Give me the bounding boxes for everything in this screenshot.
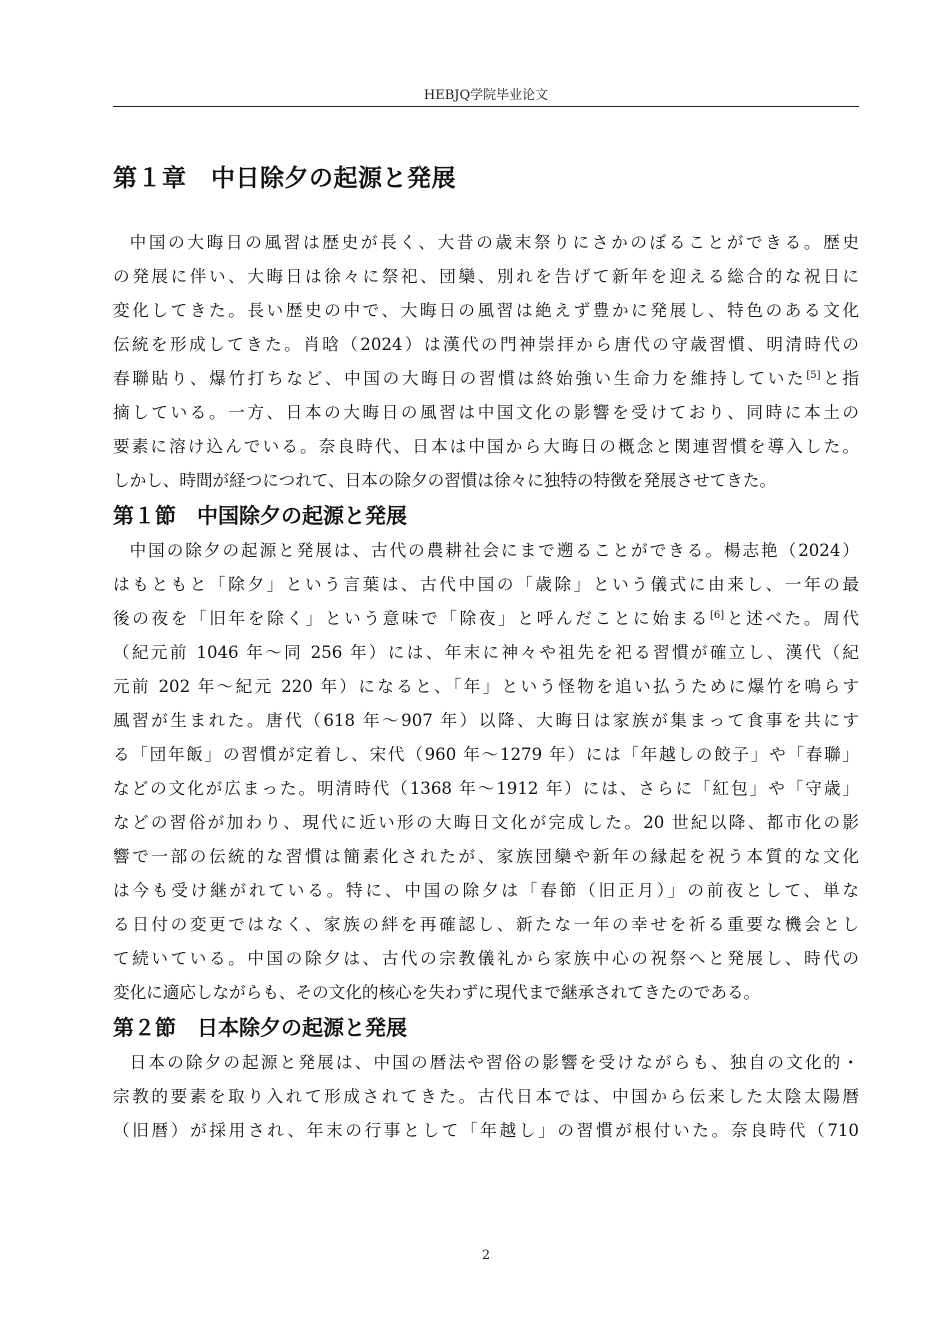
paragraph-line: （旧暦）が採用され、年末の行事として「年越し」の習慣が根付いた。奈良時代（710 bbox=[113, 1121, 859, 1140]
line-text: 春聯貼り、爆竹打ちなど、中国の大晦日の習慣は終始強い生命力を維持していた bbox=[113, 369, 807, 388]
header-rule bbox=[113, 106, 859, 107]
line-text: と指 bbox=[820, 369, 860, 388]
page-number: 2 bbox=[481, 1248, 491, 1263]
page-body bbox=[113, 150, 859, 1148]
paragraph-line: る日付の変更ではなく、家族の絆を再確認し、新たな一年の幸せを祈る重要な機会とし bbox=[113, 915, 859, 934]
paragraph-line: る「団年飯」の習慣が定着し、宋代（960 年～1279 年）には「年越しの餃子」や「春聯」 bbox=[113, 745, 859, 764]
section-1-paragraph bbox=[113, 534, 859, 1010]
paragraph-line: 伝統を形成してきた。肖晗（2024）は漢代の門神崇拝から唐代の守歳習慣、明清時代の bbox=[113, 335, 859, 354]
paragraph-line: などの習俗が加わり、現代に近い形の大晦日文化が完成した。20 世紀以降、都市化の影 bbox=[113, 813, 859, 832]
section-2-paragraph bbox=[113, 1046, 859, 1148]
paragraph-line bbox=[113, 602, 859, 636]
section-2-title: 第２節 日本除夕の起源と発展 bbox=[113, 1016, 407, 1040]
paragraph-line: 中国の除夕の起源と発展は、古代の農耕社会にまで遡ることができる。楊志艳（2024） bbox=[129, 541, 859, 560]
paragraph-line: 変化に適応しながらも、その文化的核心を失わずに現代まで継承されてきたのである。 bbox=[113, 983, 761, 1002]
paragraph-line bbox=[113, 362, 859, 396]
paragraph-line: 日本の除夕の起源と発展は、中国の暦法や習俗の影響を受けながらも、独自の文化的・ bbox=[129, 1053, 859, 1072]
paragraph-line: は今も受け継がれている。特に、中国の除夕は「春節（旧正月）」の前夜として、単な bbox=[113, 881, 859, 900]
citation-ref: [5] bbox=[806, 370, 821, 381]
paragraph-line: 中国の大晦日の風習は歴史が長く、大昔の歳末祭りにさかのぼることができる。歴史 bbox=[129, 233, 859, 252]
paragraph-line: はもともと「除夕」という言葉は、古代中国の「歳除」という儀式に由来し、一年の最 bbox=[113, 575, 859, 594]
paragraph-line: 宗教的要素を取り入れて形成されてきた。古代日本では、中国から伝来した太陰太陽暦 bbox=[113, 1087, 859, 1106]
chapter-intro-paragraph bbox=[113, 226, 859, 498]
paragraph-line: 響で一部の伝統的な習慣は簡素化されたが、家族団欒や新年の縁起を祝う本質的な文化 bbox=[113, 847, 859, 866]
chapter-title: 第１章 中日除夕の起源と発展 bbox=[113, 164, 456, 192]
paragraph-line: て続いている。中国の除夕は、古代の宗教儀礼から家族中心の祝祭へと発展し、時代の bbox=[113, 949, 859, 968]
line-text: 後の夜を「旧年を除く」という意味で「除夜」と呼んだことに始まる bbox=[113, 609, 711, 628]
paragraph-line: の発展に伴い、大晦日は徐々に祭祀、団欒、別れを告げて新年を迎える総合的な祝日に bbox=[113, 267, 859, 286]
paragraph-line: しかし、時間が経つにつれて、日本の除夕の習慣は徐々に独特の特徴を発展させてきた。 bbox=[113, 471, 777, 490]
section-1-title: 第１節 中国除夕の起源と発展 bbox=[113, 504, 407, 528]
paragraph-line: 変化してきた。長い歴史の中で、大晦日の風習は絶えず豊かに発展し、特色のある文化 bbox=[113, 301, 859, 320]
running-header: HEBJQ学院毕业论文 bbox=[423, 88, 549, 103]
paragraph-line: 摘している。一方、日本の大晦日の風習は中国文化の影響を受けており、同時に本土の bbox=[113, 403, 859, 422]
paragraph-line: 要素に溶け込んでいる。奈良時代、日本は中国から大晦日の概念と関連習慣を導入した。 bbox=[113, 437, 859, 456]
citation-ref: [6] bbox=[710, 610, 725, 621]
paragraph-line: 元前 202 年～紀元 220 年）になると、「年」という怪物を追い払うために爆竹を鳴らす bbox=[113, 677, 859, 696]
paragraph-line: などの文化が広まった。明清時代（1368 年～1912 年）には、さらに「紅包」や「守歳」 bbox=[113, 779, 859, 798]
line-text: と述べた。周代 bbox=[724, 609, 859, 628]
paragraph-line: （紀元前 1046 年～同 256 年）には、年末に神々や祖先を祀る習慣が確立し、漢代（紀 bbox=[113, 643, 859, 662]
paragraph-line: 風習が生まれた。唐代（618 年～907 年）以降、大晦日は家族が集まって食事を共にす bbox=[113, 711, 859, 730]
